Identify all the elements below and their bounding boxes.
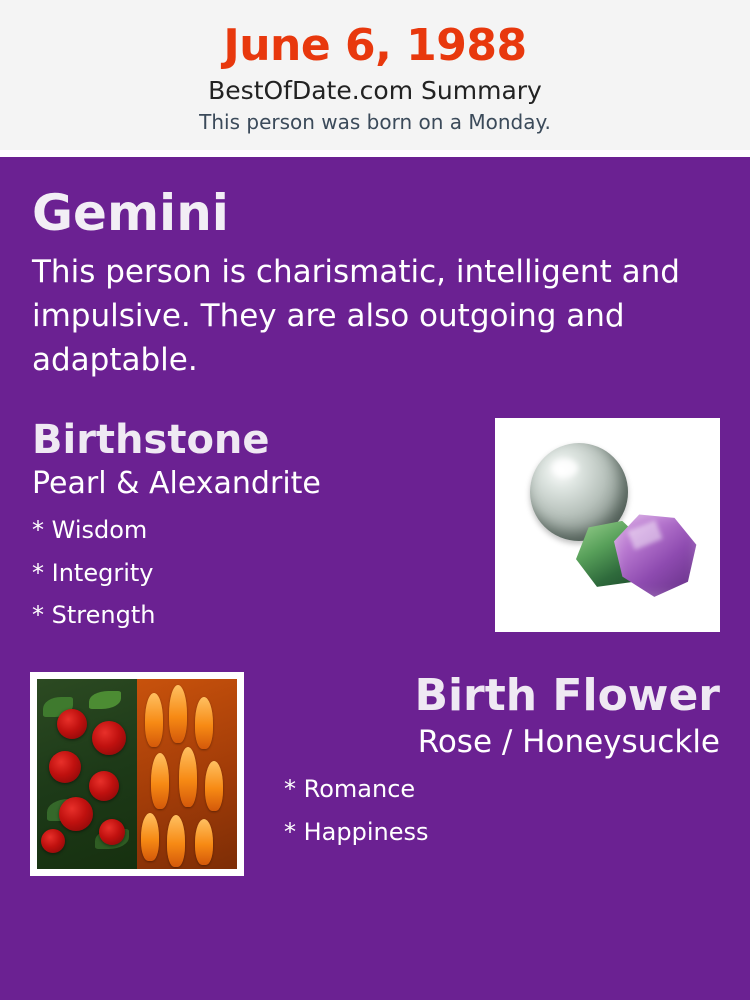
birth-flower-text [244, 669, 720, 847]
header-divider [0, 150, 750, 157]
header [0, 0, 750, 150]
birthstone-section [30, 418, 720, 632]
birthstone-photo-frame [495, 418, 720, 632]
zodiac-sign-title: Gemini [32, 184, 229, 243]
birth-flower-photo-frame [30, 672, 244, 876]
birthstone-trait: * Integrity [32, 558, 154, 587]
birthstone-title: Birthstone [32, 416, 270, 463]
honeysuckle-icon [137, 679, 237, 869]
birthstone-trait: * Wisdom [32, 515, 148, 544]
details-panel [0, 157, 750, 1000]
birth-flower-image [37, 679, 237, 869]
birthstone-names: Pearl & Alexandrite [32, 465, 321, 501]
birth-flower-trait: * Romance [284, 775, 416, 804]
zodiac-description: This person is charismatic, intelligent and impulsive. They are also outgoing and adaptable. [32, 253, 680, 378]
site-subtitle: BestOfDate.com Summary [208, 75, 542, 105]
birthstone-text [30, 418, 495, 630]
birth-flower-title: Birth Flower [414, 669, 720, 721]
roses-icon [37, 679, 137, 869]
birthstone-trait: * Strength [32, 601, 156, 630]
birth-flower-section [30, 669, 720, 876]
birth-flower-trait: * Happiness [284, 818, 429, 847]
birth-day-note: This person was born on a Monday. [199, 110, 551, 135]
birth-flower-names: Rose / Honeysuckle [417, 724, 720, 761]
page-title: June 6, 1988 [223, 20, 527, 71]
birth-flower-traits [278, 775, 720, 847]
birthstone-image [502, 425, 713, 625]
